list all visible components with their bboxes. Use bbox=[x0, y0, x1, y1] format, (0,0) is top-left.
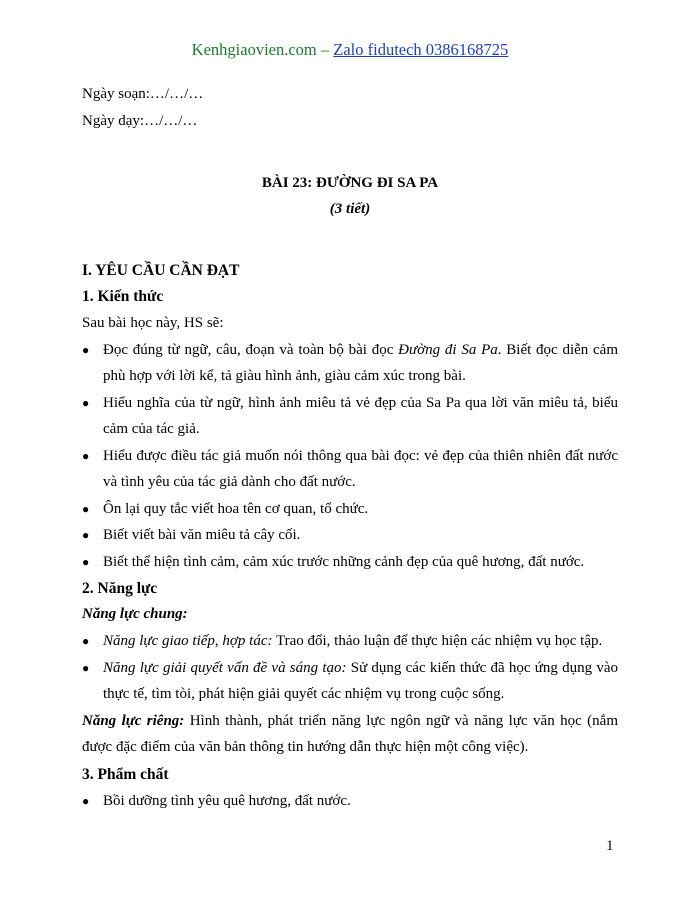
lesson-duration: (3 tiết) bbox=[329, 201, 371, 217]
subheading-competence: 2. Năng lực bbox=[82, 580, 158, 597]
knowledge-intro: Sau bài học này, HS sẽ: bbox=[82, 315, 224, 331]
general-competence-heading: Năng lực chung: bbox=[82, 606, 188, 622]
page-number: 1 bbox=[606, 838, 614, 854]
list-item bbox=[82, 496, 618, 522]
specific-competence-paragraph bbox=[82, 708, 618, 760]
list-item-text: Sử dụng các kiến thức đã học ứng dụng vào thực tế, tìm tòi, phát hiện giải quyết các nhiệm vụ trong cuộc sống. bbox=[103, 660, 618, 702]
list-item-text: Đọc đúng từ ngữ, câu, đoạn và toàn bộ bài đọc bbox=[103, 342, 399, 358]
bullet-dot-icon: ● bbox=[82, 794, 90, 808]
subheading-knowledge: 1. Kiến thức bbox=[82, 288, 164, 305]
bullet-dot-icon: ● bbox=[82, 634, 90, 648]
bullet-dot-icon: ● bbox=[82, 555, 90, 569]
list-item-text: . Biết đọc diễn cảm phù hợp với lời kể, tả giàu hình ảnh, giàu cảm xúc trong bài. bbox=[103, 342, 619, 384]
list-item bbox=[82, 522, 618, 548]
list-item-text: Hiểu nghĩa của từ ngữ, hình ảnh miêu tả vẻ đẹp của Sa Pa qua lời văn miêu tả, biểu cảm của tác giả. bbox=[103, 395, 618, 437]
prepared-date: Ngày soạn:…/…/… bbox=[82, 86, 204, 102]
competence-label: Năng lực giải quyết vấn đề và sáng tạo: bbox=[103, 660, 347, 676]
header-site-link[interactable]: Kenhgiaovien.com bbox=[191, 40, 317, 59]
section-heading-requirements: I. YÊU CẦU CẦN ĐẠT bbox=[82, 262, 240, 279]
bullet-dot-icon: ● bbox=[82, 449, 90, 463]
competence-label: Năng lực giao tiếp, hợp tác: bbox=[103, 633, 273, 649]
teaching-date: Ngày dạy:…/…/… bbox=[82, 113, 198, 129]
list-item-text: Trao đổi, thảo luận để thực hiện các nhiệm vụ học tập. bbox=[272, 633, 603, 649]
specific-competence-label: Năng lực riêng: bbox=[82, 713, 185, 729]
lesson-name-italic: Đường đi Sa Pa bbox=[398, 342, 498, 358]
list-item bbox=[82, 788, 618, 814]
list-item bbox=[82, 628, 618, 654]
bullet-dot-icon: ● bbox=[82, 396, 90, 410]
bullet-dot-icon: ● bbox=[82, 528, 90, 542]
list-item bbox=[82, 655, 618, 707]
list-item-text: Biết thể hiện tình cảm, cảm xúc trước những cảnh đẹp của quê hương, đất nước. bbox=[103, 554, 585, 570]
list-item-text: Hiểu được điều tác giả muốn nói thông qua bài đọc: vẻ đẹp của thiên nhiên đất nước và tình yêu của tác giả dành cho đất nước. bbox=[103, 448, 618, 490]
list-item bbox=[82, 337, 618, 389]
page-header bbox=[0, 40, 700, 60]
list-item bbox=[82, 443, 618, 495]
lesson-title: BÀI 23: ĐƯỜNG ĐI SA PA bbox=[261, 175, 439, 191]
header-contact-link[interactable]: Zalo fidutech 0386168725 bbox=[333, 40, 509, 59]
list-item bbox=[82, 549, 618, 575]
subheading-qualities: 3. Phẩm chất bbox=[82, 766, 169, 783]
header-separator: – bbox=[316, 40, 334, 59]
list-item bbox=[82, 390, 618, 442]
list-item-text: Biết viết bài văn miêu tả cây cối. bbox=[103, 527, 301, 543]
list-item-text: Bồi dưỡng tình yêu quê hương, đất nước. bbox=[103, 793, 351, 809]
bullet-dot-icon: ● bbox=[82, 343, 90, 357]
list-item-text: Ôn lại quy tắc viết hoa tên cơ quan, tổ chức. bbox=[103, 501, 369, 517]
specific-competence-text: Hình thành, phát triển năng lực ngôn ngữ và năng lực văn học (nắm được đặc điểm của văn bản thông tin hướng dẫn thực hiện một công việc). bbox=[82, 713, 618, 755]
bullet-dot-icon: ● bbox=[82, 661, 90, 675]
bullet-dot-icon: ● bbox=[82, 502, 90, 516]
